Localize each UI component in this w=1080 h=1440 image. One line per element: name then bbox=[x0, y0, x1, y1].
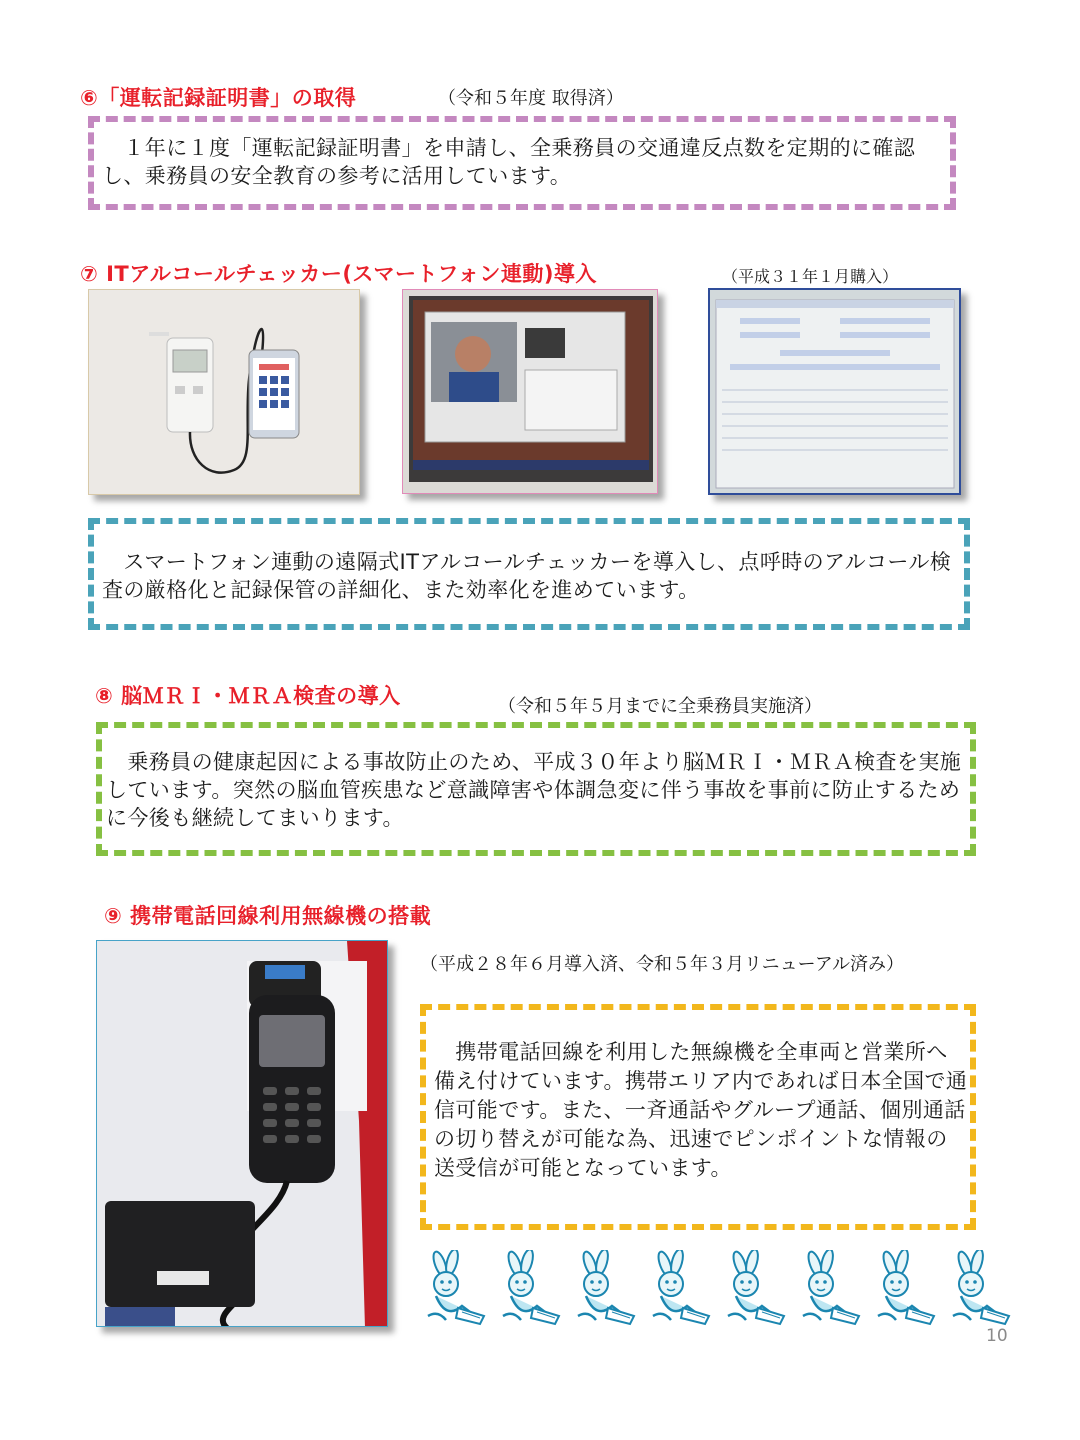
mascot-row bbox=[418, 1250, 1016, 1330]
rabbit-mascot-icon bbox=[868, 1250, 939, 1330]
monitor-driver-illustration bbox=[403, 290, 658, 494]
section6-text: １年に１度「運転記録証明書」を申請し、全乗務員の交通違反点数を定期的に確認し、乗務員の安全教育の参考に活用しています。 bbox=[102, 136, 916, 188]
rabbit-mascot-icon bbox=[793, 1250, 864, 1330]
section8-text: 乗務員の健康起因による事故防止のため、平成３０年より脳ＭＲＩ・ＭＲＡ検査を実施しています。突然の脳血管疾患など意識障害や体調急変に伴う事故を事前に防止するために今後も継続してまいります。 bbox=[106, 750, 962, 830]
alcohol-checker-smartphone-illustration bbox=[89, 290, 360, 495]
section7-title: ⑦ ITアルコールチェッカー(スマートフォン連動)導入 bbox=[80, 262, 597, 286]
alcohol-checker-smartphone-photo bbox=[88, 289, 360, 495]
section7-text: スマートフォン連動の遠隔式ITアルコールチェッカーを導入し、点呼時のアルコール検査の厳格化と記録保管の詳細化、また効率化を進めています。 bbox=[102, 550, 952, 602]
page-number: 10 bbox=[986, 1326, 1008, 1346]
section6-textbox bbox=[88, 116, 956, 210]
radio-handset-photo bbox=[96, 940, 388, 1327]
section6-note: （令和５年度 取得済） bbox=[438, 88, 624, 109]
rabbit-mascot-icon bbox=[418, 1250, 489, 1330]
record-screen-photo bbox=[708, 288, 961, 495]
section8-note: （令和５年５月までに全乗務員実施済） bbox=[498, 696, 822, 717]
section9-note: （平成２８年６月導入済、令和５年３月リニューアル済み） bbox=[420, 954, 905, 975]
section8-title: ⑧ 脳ＭＲＩ・ＭＲＡ検査の導入 bbox=[95, 684, 401, 708]
rabbit-mascot-icon bbox=[493, 1250, 564, 1330]
section9-textbox bbox=[420, 1004, 976, 1230]
section7-note: （平成３１年１月購入） bbox=[722, 267, 899, 286]
rabbit-mascot-icon bbox=[718, 1250, 789, 1330]
section6-title: ⑥「運転記録証明書」の取得 bbox=[80, 86, 357, 110]
monitor-driver-photo bbox=[402, 289, 658, 494]
rabbit-mascot-icon bbox=[943, 1250, 1014, 1330]
section9-text: 携帯電話回線を利用した無線機を全車両と営業所へ備え付けています。携帯エリア内であれば日本全国で通信可能です。また、一斉通話やグループ通話、個別通話の切り替えが可能な為、迅速でピンポイントな情報の送受信が可能となっています。 bbox=[434, 1040, 968, 1180]
section7-textbox bbox=[88, 518, 970, 630]
rabbit-mascot-icon bbox=[643, 1250, 714, 1330]
radio-handset-illustration bbox=[97, 941, 388, 1327]
rabbit-mascot-icon bbox=[568, 1250, 639, 1330]
section8-textbox bbox=[96, 722, 976, 856]
record-screen-illustration bbox=[710, 290, 959, 493]
section9-title: ⑨ 携帯電話回線利用無線機の搭載 bbox=[104, 904, 432, 928]
